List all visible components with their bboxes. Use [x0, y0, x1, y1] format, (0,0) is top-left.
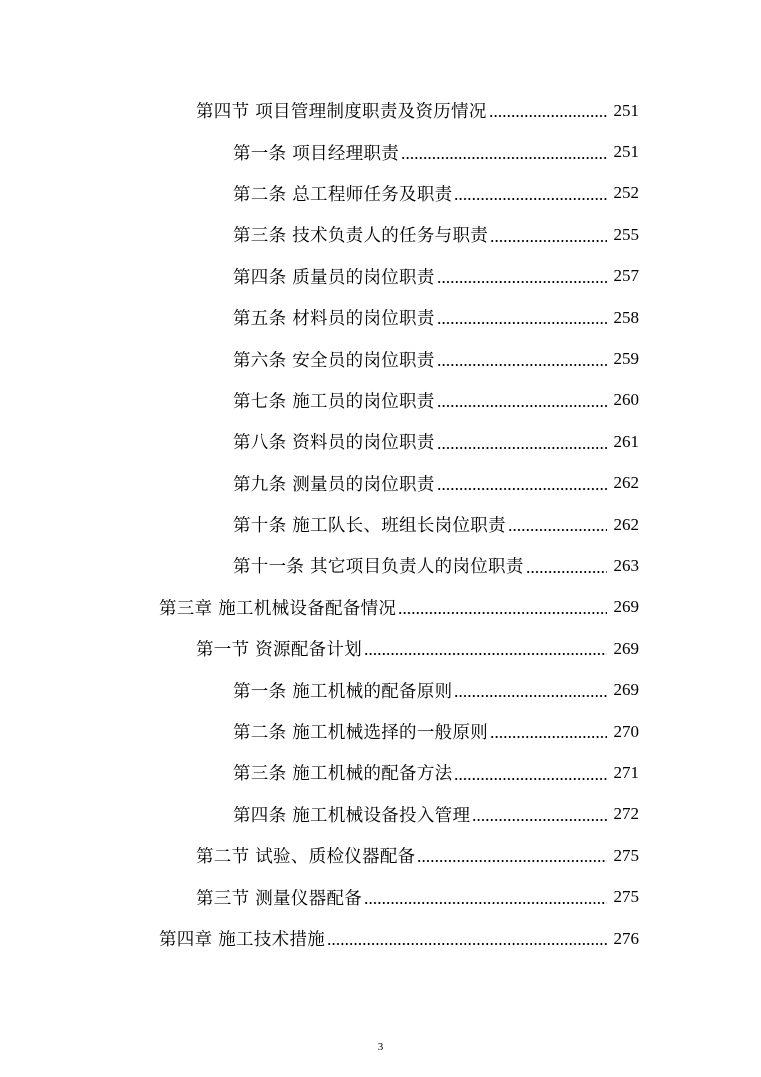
toc-entry-title: 第十一条 其它项目负责人的岗位职责 [233, 557, 524, 578]
toc-entry-title: 第四条 施工机械设备投入管理 [233, 805, 471, 826]
toc-entry-page: 262 [613, 473, 639, 493]
dot-leader [490, 240, 607, 242]
toc-entry-page: 269 [613, 597, 639, 617]
dot-leader [437, 364, 607, 366]
toc-entry[interactable] [0, 876, 761, 917]
dot-leader [454, 778, 607, 780]
toc-entry-page: 251 [613, 142, 639, 162]
toc-entry[interactable] [0, 504, 761, 545]
toc-entry-title: 第二条 总工程师任务及职责 [233, 184, 453, 205]
toc-entry-title: 第一条 施工机械的配备原则 [233, 681, 453, 702]
toc-entry-title: 第九条 测量员的岗位职责 [233, 474, 435, 495]
dot-leader [398, 612, 607, 614]
toc-entry[interactable] [0, 752, 761, 793]
dot-leader [472, 819, 607, 821]
dot-leader [490, 736, 607, 738]
toc-entry[interactable] [0, 794, 761, 835]
dot-leader [508, 529, 607, 531]
toc-entry-title: 第五条 材料员的岗位职责 [233, 309, 435, 330]
dot-leader [437, 405, 607, 407]
toc-entry-page: 269 [613, 638, 639, 658]
toc-entry[interactable] [0, 131, 761, 172]
toc-entry-page: 269 [613, 680, 639, 700]
toc-entry[interactable] [0, 835, 761, 876]
toc-entry-title: 第七条 施工员的岗位职责 [233, 391, 435, 412]
toc-entry-title: 第一条 项目经理职责 [233, 143, 400, 164]
toc-entry-page: 255 [613, 224, 639, 244]
toc-entry-page: 271 [613, 762, 639, 782]
toc-entry[interactable] [0, 256, 761, 297]
dot-leader [364, 902, 607, 904]
toc-entry-title: 第三章 施工机械设备配备情况 [159, 598, 397, 619]
toc-entry-page: 275 [613, 887, 639, 907]
toc-entry[interactable] [0, 297, 761, 338]
toc-entry-page: 275 [613, 845, 639, 865]
toc-entry[interactable] [0, 173, 761, 214]
dot-leader [454, 695, 607, 697]
toc-entry-page: 270 [613, 721, 639, 741]
toc-entry[interactable] [0, 711, 761, 752]
toc-entry-page: 276 [613, 928, 639, 948]
toc-entry-page: 260 [613, 390, 639, 410]
toc-entry-title: 第十条 施工队长、班组长岗位职责 [233, 516, 506, 537]
toc-entry[interactable] [0, 463, 761, 504]
dot-leader [437, 322, 607, 324]
toc-entry-title: 第一节 资源配备计划 [196, 640, 363, 661]
toc-entry-title: 第四章 施工技术措施 [159, 930, 326, 950]
toc-entry[interactable] [0, 545, 761, 586]
dot-leader [526, 571, 607, 573]
toc-entry-page: 261 [613, 431, 639, 451]
toc-entry-page: 251 [613, 100, 639, 120]
dot-leader [364, 653, 607, 655]
dot-leader [489, 115, 607, 117]
toc-entry-page: 252 [613, 183, 639, 203]
toc-entry[interactable] [0, 338, 761, 379]
toc-entry-title: 第二条 施工机械选择的一般原则 [233, 723, 489, 744]
toc-entry-page: 257 [613, 266, 639, 286]
dot-leader [454, 198, 607, 200]
dot-leader [437, 447, 607, 449]
toc-entry-page: 262 [613, 514, 639, 534]
toc-entry[interactable] [0, 380, 761, 421]
toc-entry-page: 263 [613, 555, 639, 575]
toc-entry-page: 258 [613, 307, 639, 327]
dot-leader [437, 488, 607, 490]
toc-entry-title: 第四节 项目管理制度职责及资历情况 [196, 102, 487, 123]
toc-entry-title: 第三条 技术负责人的任务与职责 [233, 226, 489, 247]
toc-entry[interactable] [0, 214, 761, 255]
toc-entry-title: 第六条 安全员的岗位职责 [233, 350, 435, 371]
table-of-contents [0, 90, 761, 959]
toc-entry-title: 第四条 质量员的岗位职责 [233, 267, 435, 288]
toc-entry[interactable] [0, 90, 761, 131]
dot-leader [417, 860, 607, 862]
toc-entry[interactable] [0, 587, 761, 628]
toc-entry-title: 第八条 资料员的岗位职责 [233, 433, 435, 454]
toc-entry-title: 第三节 测量仪器配备 [196, 888, 363, 909]
toc-entry-page: 259 [613, 349, 639, 369]
toc-entry[interactable] [0, 669, 761, 710]
toc-entry[interactable] [0, 628, 761, 669]
toc-entry-title: 第二节 试验、质检仪器配备 [196, 847, 416, 868]
dot-leader [401, 157, 607, 159]
toc-entry[interactable] [0, 421, 761, 462]
toc-entry-page: 272 [613, 804, 639, 824]
dot-leader [437, 281, 607, 283]
page-number: 3 [377, 1041, 384, 1053]
toc-entry[interactable] [0, 918, 761, 959]
dot-leader [327, 943, 607, 945]
toc-entry-title: 第三条 施工机械的配备方法 [233, 764, 453, 785]
